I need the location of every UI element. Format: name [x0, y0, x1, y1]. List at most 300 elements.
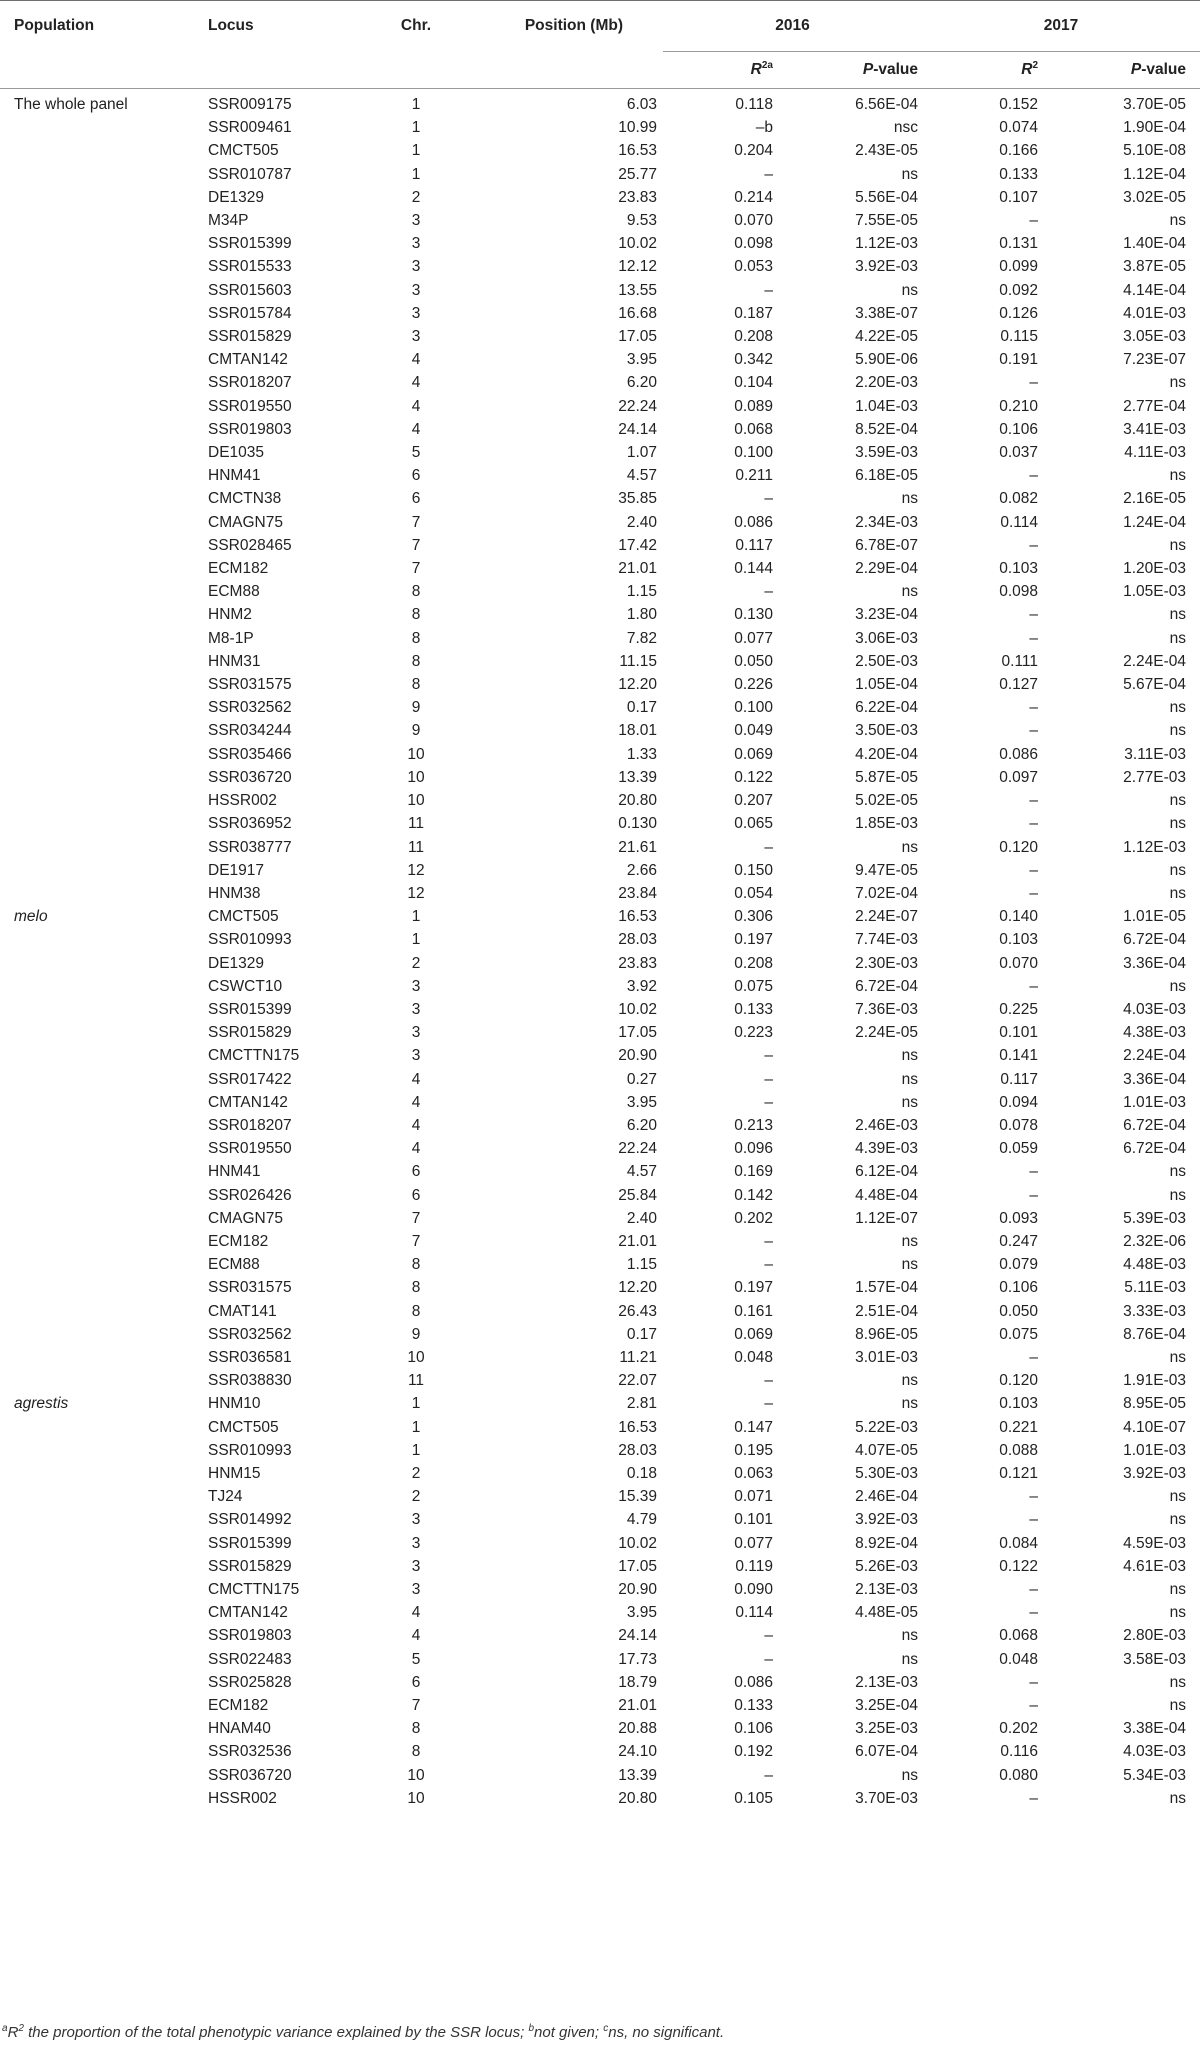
cell-chr: 12 [407, 884, 425, 902]
cell-locus: DE1917 [208, 861, 265, 879]
cell-r2-2017: – [1029, 861, 1039, 879]
cell-chr: 10 [407, 1789, 425, 1807]
cell-locus: SSR009175 [208, 96, 292, 113]
year-2017-label: 2017 [1043, 17, 1079, 34]
table-row [0, 1346, 1200, 1369]
cell-pvalue-2017: 4.03E-03 [1123, 1743, 1187, 1761]
cell-pvalue-2016: 4.48E-05 [855, 1604, 919, 1622]
table-row [0, 998, 1200, 1021]
cell-pvalue-2017: 3.36E-04 [1123, 1070, 1187, 1088]
cell-position: 6.20 [626, 1116, 657, 1134]
cell-population [0, 650, 205, 673]
table-row [0, 511, 1200, 534]
cell-r2-2017: 0.247 [999, 1232, 1039, 1250]
cell-locus: CMTAN142 [208, 1093, 288, 1111]
cell-pvalue-2017: 6.72E-04 [1123, 1140, 1187, 1158]
cell-position: 1.15 [626, 1256, 657, 1274]
cell-r2-2017: – [1029, 722, 1039, 740]
cell-population [0, 696, 205, 719]
cell-pvalue-2016: 2.50E-03 [855, 652, 919, 670]
header-pvalue-2016: P-value [781, 52, 922, 89]
cell-r2-2017: – [1029, 1163, 1039, 1181]
cell-pvalue-2016: 5.02E-05 [855, 792, 919, 810]
cell-pvalue-2016: 2.13E-03 [855, 1673, 919, 1691]
cell-pvalue-2016: 2.34E-03 [855, 513, 919, 531]
cell-position: 9.53 [626, 212, 657, 230]
cell-locus: SSR019803 [208, 1627, 292, 1645]
table-row [0, 1068, 1200, 1091]
cell-locus: HNM41 [208, 1163, 261, 1181]
cell-population [0, 557, 205, 580]
cell-pvalue-2016: ns [901, 838, 919, 856]
table-row [0, 1392, 1200, 1415]
cell-position: 15.39 [618, 1488, 657, 1506]
cell-r2-2017: – [1029, 1673, 1039, 1691]
cell-pvalue-2016: 6.07E-04 [855, 1743, 919, 1761]
table-header [0, 1, 1200, 89]
table-row [0, 859, 1200, 882]
cell-pvalue-2016: 3.25E-03 [855, 1720, 919, 1738]
cell-locus: HNAM40 [208, 1720, 271, 1738]
cell-chr: 11 [407, 1372, 425, 1390]
cell-chr: 4 [411, 1070, 421, 1088]
cell-r2-2017: 0.202 [999, 1720, 1039, 1738]
cell-r2-2016: 0.192 [734, 1743, 773, 1761]
cell-chr: 6 [411, 467, 421, 485]
table-row [0, 89, 1200, 117]
cell-population [0, 1137, 205, 1160]
cell-pvalue-2016: ns [901, 1256, 919, 1274]
cell-pvalue-2017: ns [1169, 629, 1187, 647]
table-row [0, 139, 1200, 162]
cell-r2-2016: 0.208 [734, 328, 773, 346]
cell-pvalue-2017: 1.01E-03 [1123, 1093, 1187, 1111]
table-row [0, 487, 1200, 510]
year-2016-label: 2016 [775, 17, 810, 34]
cell-chr: 3 [411, 212, 421, 230]
cell-population [0, 1068, 205, 1091]
cell-chr: 12 [407, 861, 425, 879]
cell-r2-2017: – [1029, 977, 1039, 995]
cell-locus: SSR026426 [208, 1186, 292, 1204]
cell-population [0, 1508, 205, 1531]
cell-pvalue-2017: 4.14E-04 [1123, 281, 1187, 299]
cell-pvalue-2016: 2.46E-04 [855, 1488, 919, 1506]
cell-population [0, 511, 205, 534]
cell-chr: 3 [411, 304, 421, 322]
cell-r2-2017: – [1029, 1789, 1039, 1807]
cell-position: 16.68 [618, 304, 657, 322]
table-row [0, 789, 1200, 812]
cell-chr: 4 [411, 374, 421, 392]
cell-pvalue-2017: ns [1169, 1789, 1187, 1807]
cell-population [0, 418, 205, 441]
cell-pvalue-2017: 3.33E-03 [1123, 1302, 1187, 1320]
cell-locus: SSR038777 [208, 838, 292, 856]
cell-chr: 6 [411, 1163, 421, 1181]
cell-population [0, 1253, 205, 1276]
cell-chr: 8 [411, 629, 421, 647]
header-year-2017 [922, 1, 1200, 52]
table-row [0, 1671, 1200, 1694]
cell-locus: SSR015784 [208, 304, 292, 322]
cell-r2-2017: 0.122 [999, 1557, 1039, 1575]
cell-position: 10.99 [618, 119, 657, 137]
cell-locus: SSR019803 [208, 420, 292, 438]
cell-position: 4.79 [626, 1511, 657, 1529]
cell-population [0, 1555, 205, 1578]
cell-r2-2016: 0.150 [734, 861, 773, 879]
cell-pvalue-2017: 1.05E-03 [1123, 583, 1187, 601]
cell-position: 0.17 [626, 1325, 657, 1343]
table-row [0, 1532, 1200, 1555]
table-row [0, 325, 1200, 348]
cell-locus: ECM182 [208, 560, 269, 578]
cell-locus: HNM2 [208, 606, 252, 624]
cell-r2-2017: 0.074 [999, 119, 1039, 137]
cell-population [0, 1323, 205, 1346]
cell-population [0, 348, 205, 371]
table-row [0, 1253, 1200, 1276]
cell-pvalue-2016: 3.23E-04 [855, 606, 919, 624]
cell-pvalue-2016: 1.05E-04 [855, 676, 919, 694]
cell-r2-2017: 0.111 [1001, 652, 1039, 670]
cell-pvalue-2017: ns [1169, 1186, 1187, 1204]
table-row [0, 1369, 1200, 1392]
cell-position: 22.24 [618, 397, 657, 415]
table-row [0, 650, 1200, 673]
cell-locus: CMCT505 [208, 908, 279, 926]
cell-r2-2017: 0.191 [999, 351, 1039, 369]
cell-locus: ECM88 [208, 583, 260, 601]
cell-r2-2017: – [1029, 1604, 1039, 1622]
cell-r2-2017: 0.098 [999, 583, 1039, 601]
cell-population: agrestis [14, 1395, 69, 1413]
table-row [0, 1717, 1200, 1740]
cell-r2-2017: 0.103 [999, 1395, 1039, 1413]
cell-pvalue-2016: ns [901, 490, 919, 508]
cell-population [0, 1787, 205, 1810]
cell-chr: 1 [411, 1441, 421, 1459]
cell-position: 4.57 [626, 467, 657, 485]
cell-r2-2017: 0.084 [999, 1534, 1039, 1552]
cell-position: 0.17 [626, 699, 657, 717]
cell-r2-2016: 0.195 [734, 1441, 773, 1459]
cell-pvalue-2017: 2.16E-05 [1123, 490, 1187, 508]
table-row [0, 603, 1200, 626]
cell-chr: 8 [411, 583, 421, 601]
cell-pvalue-2016: 3.38E-07 [855, 304, 919, 322]
cell-r2-2017: – [1029, 629, 1039, 647]
cell-r2-2017: – [1029, 699, 1039, 717]
cell-chr: 8 [411, 1302, 421, 1320]
cell-pvalue-2017: ns [1169, 467, 1187, 485]
cell-pvalue-2016: ns [901, 1395, 919, 1413]
table-row [0, 1416, 1200, 1439]
cell-position: 20.88 [618, 1720, 657, 1738]
cell-chr: 3 [411, 328, 421, 346]
cell-position: 3.95 [626, 1093, 657, 1111]
table-row [0, 557, 1200, 580]
cell-population [0, 1648, 205, 1671]
cell-locus: CMTAN142 [208, 351, 288, 369]
cell-r2-2016: 0.208 [734, 954, 773, 972]
cell-r2-2017: – [1029, 1348, 1039, 1366]
header-r2-2016: $R^{2a}$ [663, 52, 781, 89]
cell-r2-2016: 0.119 [735, 1557, 773, 1575]
cell-locus: SSR015829 [208, 328, 292, 346]
table-row [0, 395, 1200, 418]
cell-population [0, 1091, 205, 1114]
cell-chr: 3 [411, 258, 421, 276]
cell-chr: 2 [411, 954, 421, 972]
cell-chr: 10 [407, 1348, 425, 1366]
cell-r2-2016: 0.161 [734, 1302, 773, 1320]
cell-r2-2016: 0.050 [734, 652, 773, 670]
cell-pvalue-2016: ns [901, 1627, 919, 1645]
cell-pvalue-2017: ns [1169, 861, 1187, 879]
cell-pvalue-2016: 5.90E-06 [855, 351, 919, 369]
cell-r2-2016: 0.070 [734, 212, 773, 230]
cell-population [0, 1439, 205, 1462]
cell-locus: SSR036581 [208, 1348, 292, 1366]
cell-pvalue-2016: 9.47E-05 [855, 861, 919, 879]
cell-pvalue-2016: 1.12E-03 [855, 235, 919, 253]
cell-pvalue-2016: 7.36E-03 [855, 1000, 919, 1018]
cell-r2-2016: 0.133 [734, 1697, 773, 1715]
cell-chr: 4 [411, 351, 421, 369]
cell-r2-2017: 0.103 [999, 560, 1039, 578]
cell-r2-2016: – [764, 1372, 773, 1390]
header-position: Position (Mb) [524, 17, 623, 35]
table-row [0, 812, 1200, 835]
table-row [0, 1740, 1200, 1763]
cell-pvalue-2017: 1.90E-04 [1123, 119, 1187, 137]
cell-position: 2.66 [626, 861, 657, 879]
cell-position: 20.80 [618, 1789, 657, 1807]
cell-locus: HNM41 [208, 467, 261, 485]
cell-position: 21.01 [618, 1232, 657, 1250]
cell-r2-2017: 0.078 [999, 1116, 1039, 1134]
cell-pvalue-2017: 4.11E-03 [1124, 444, 1187, 462]
cell-pvalue-2017: ns [1169, 1697, 1187, 1715]
cell-pvalue-2016: 5.22E-03 [855, 1418, 919, 1436]
cell-pvalue-2017: 8.76E-04 [1123, 1325, 1187, 1343]
cell-locus: CSWCT10 [208, 977, 283, 995]
cell-locus: SSR028465 [208, 536, 292, 554]
cell-pvalue-2016: 2.13E-03 [855, 1581, 919, 1598]
header-year-2016 [663, 1, 922, 52]
cell-r2-2016: 0.071 [734, 1488, 773, 1506]
cell-pvalue-2016: 1.12E-07 [855, 1209, 919, 1227]
cell-position: 12.20 [618, 1279, 657, 1297]
cell-r2-2017: – [1029, 606, 1039, 624]
cell-locus: SSR018207 [208, 374, 292, 392]
table-row [0, 928, 1200, 951]
cell-pvalue-2016: 6.18E-05 [855, 467, 919, 485]
cell-pvalue-2016: 3.59E-03 [855, 444, 919, 462]
cell-pvalue-2016: ns [901, 165, 919, 183]
cell-r2-2017: 0.117 [1000, 1070, 1039, 1088]
cell-position: 21.01 [618, 560, 657, 578]
table-row [0, 1578, 1200, 1601]
cell-population [0, 1485, 205, 1508]
table-row [0, 1462, 1200, 1485]
cell-r2-2016: 0.069 [734, 1325, 773, 1343]
cell-pvalue-2017: 3.87E-05 [1123, 258, 1187, 276]
cell-r2-2016: 0.096 [734, 1140, 773, 1158]
cell-chr: 4 [411, 1116, 421, 1134]
cell-r2-2016: – [764, 1047, 773, 1065]
cell-population [0, 232, 205, 255]
cell-r2-2017: 0.140 [999, 908, 1039, 926]
cell-pvalue-2017: 5.67E-04 [1123, 676, 1187, 694]
cell-pvalue-2016: 6.56E-04 [855, 96, 919, 113]
cell-r2-2016: 0.114 [735, 1604, 773, 1622]
cell-r2-2016: – [764, 583, 773, 601]
cell-pvalue-2016: ns [901, 1766, 919, 1784]
cell-locus: HNM10 [208, 1395, 261, 1413]
cell-r2-2017: 0.103 [999, 931, 1039, 949]
cell-locus: HSSR002 [208, 792, 277, 810]
cell-pvalue-2017: ns [1169, 1673, 1187, 1691]
cell-r2-2016: 0.197 [734, 931, 773, 949]
cell-pvalue-2017: 1.20E-03 [1123, 560, 1187, 578]
cell-population [0, 1578, 205, 1601]
cell-locus: SSR022483 [208, 1650, 292, 1668]
cell-r2-2016: 0.049 [734, 722, 773, 740]
cell-population [0, 1021, 205, 1044]
cell-r2-2016: 0.122 [734, 768, 773, 786]
cell-r2-2016: 0.226 [734, 676, 773, 694]
cell-pvalue-2016: 2.24E-07 [855, 908, 919, 926]
cell-pvalue-2016: 4.48E-04 [855, 1186, 919, 1204]
cell-r2-2016: – [764, 838, 773, 856]
table-row [0, 255, 1200, 278]
table-row [0, 534, 1200, 557]
cell-r2-2016: 0.211 [735, 467, 773, 485]
cell-position: 23.83 [618, 188, 657, 206]
cell-position: 13.39 [618, 1766, 657, 1784]
cell-chr: 10 [407, 792, 425, 810]
cell-r2-2017: 0.225 [999, 1000, 1039, 1018]
cell-r2-2016: – [764, 1070, 773, 1088]
cell-pvalue-2016: 8.96E-05 [855, 1325, 919, 1343]
cell-position: 13.39 [618, 768, 657, 786]
cell-r2-2016: 0.169 [734, 1163, 773, 1181]
cell-locus: TJ24 [208, 1488, 243, 1506]
cell-chr: 7 [411, 1697, 421, 1715]
cell-population [0, 1114, 205, 1137]
cell-r2-2017: 0.059 [999, 1140, 1039, 1158]
table-row [0, 1694, 1200, 1717]
cell-pvalue-2017: 4.10E-07 [1123, 1418, 1187, 1436]
cell-r2-2016: 0.147 [734, 1418, 773, 1436]
table-row [0, 1624, 1200, 1647]
cell-position: 24.14 [618, 420, 657, 438]
cell-locus: SSR036952 [208, 815, 292, 833]
cell-chr: 3 [411, 1000, 421, 1018]
cell-locus: DE1329 [208, 954, 265, 972]
cell-population [0, 1044, 205, 1067]
cell-pvalue-2016: 5.56E-04 [855, 188, 919, 206]
cell-pvalue-2016: 5.87E-05 [855, 768, 919, 786]
cell-r2-2016: 0.223 [734, 1024, 773, 1042]
table-row [0, 1184, 1200, 1207]
cell-r2-2017: 0.092 [999, 281, 1039, 299]
cell-r2-2016: 0.104 [734, 374, 773, 392]
cell-r2-2017: 0.088 [999, 1441, 1039, 1459]
cell-position: 6.20 [626, 374, 657, 392]
cell-chr: 3 [411, 1511, 421, 1529]
cell-pvalue-2017: 1.91E-03 [1123, 1372, 1187, 1390]
cell-r2-2016: 0.105 [734, 1789, 773, 1807]
cell-population [0, 1764, 205, 1787]
table-row [0, 836, 1200, 859]
cell-locus: SSR015829 [208, 1024, 292, 1042]
cell-locus: SSR015829 [208, 1557, 292, 1575]
cell-chr: 7 [411, 513, 421, 531]
cell-population [0, 1462, 205, 1485]
cell-position: 4.57 [626, 1163, 657, 1181]
cell-population [0, 836, 205, 859]
cell-locus: SSR025828 [208, 1673, 292, 1691]
cell-pvalue-2017: 3.70E-05 [1123, 96, 1187, 113]
cell-pvalue-2017: ns [1169, 1581, 1187, 1598]
cell-position: 24.14 [618, 1627, 657, 1645]
cell-pvalue-2017: ns [1169, 722, 1187, 740]
cell-r2-2017: 0.080 [999, 1766, 1039, 1784]
cell-locus: SSR032562 [208, 699, 292, 717]
cell-locus: HNM15 [208, 1464, 261, 1482]
cell-r2-2016: 0.100 [734, 444, 773, 462]
cell-position: 16.53 [618, 908, 657, 926]
cell-r2-2017: 0.097 [999, 768, 1039, 786]
cell-position: 7.82 [626, 629, 657, 647]
cell-pvalue-2017: ns [1169, 1348, 1187, 1366]
table-row [0, 952, 1200, 975]
cell-r2-2017: 0.082 [999, 490, 1039, 508]
cell-chr: 8 [411, 1743, 421, 1761]
cell-position: 23.83 [618, 954, 657, 972]
cell-r2-2017: 0.126 [999, 304, 1039, 322]
cell-pvalue-2016: 7.02E-04 [855, 884, 919, 902]
cell-r2-2017: 0.166 [999, 142, 1039, 160]
cell-locus: SSR031575 [208, 676, 292, 694]
cell-pvalue-2016: 3.70E-03 [855, 1789, 919, 1807]
cell-pvalue-2017: 4.59E-03 [1123, 1534, 1187, 1552]
table-row [0, 1555, 1200, 1578]
cell-r2-2016: – [764, 1766, 773, 1784]
cell-position: 20.90 [618, 1047, 657, 1065]
table-row [0, 1439, 1200, 1462]
cell-r2-2016: 0.133 [734, 1000, 773, 1018]
table-row [0, 743, 1200, 766]
cell-population [0, 395, 205, 418]
cell-r2-2016: – [764, 490, 773, 508]
cell-position: 16.53 [618, 1418, 657, 1436]
cell-chr: 1 [411, 1395, 421, 1413]
table-row [0, 418, 1200, 441]
cell-pvalue-2017: ns [1169, 212, 1187, 230]
cell-locus: SSR015399 [208, 1000, 292, 1018]
table-row [0, 1276, 1200, 1299]
cell-locus: SSR019550 [208, 1140, 292, 1158]
cell-population [0, 163, 205, 186]
cell-pvalue-2017: 1.01E-03 [1123, 1441, 1187, 1459]
cell-pvalue-2017: ns [1169, 792, 1187, 810]
cell-position: 20.80 [618, 792, 657, 810]
